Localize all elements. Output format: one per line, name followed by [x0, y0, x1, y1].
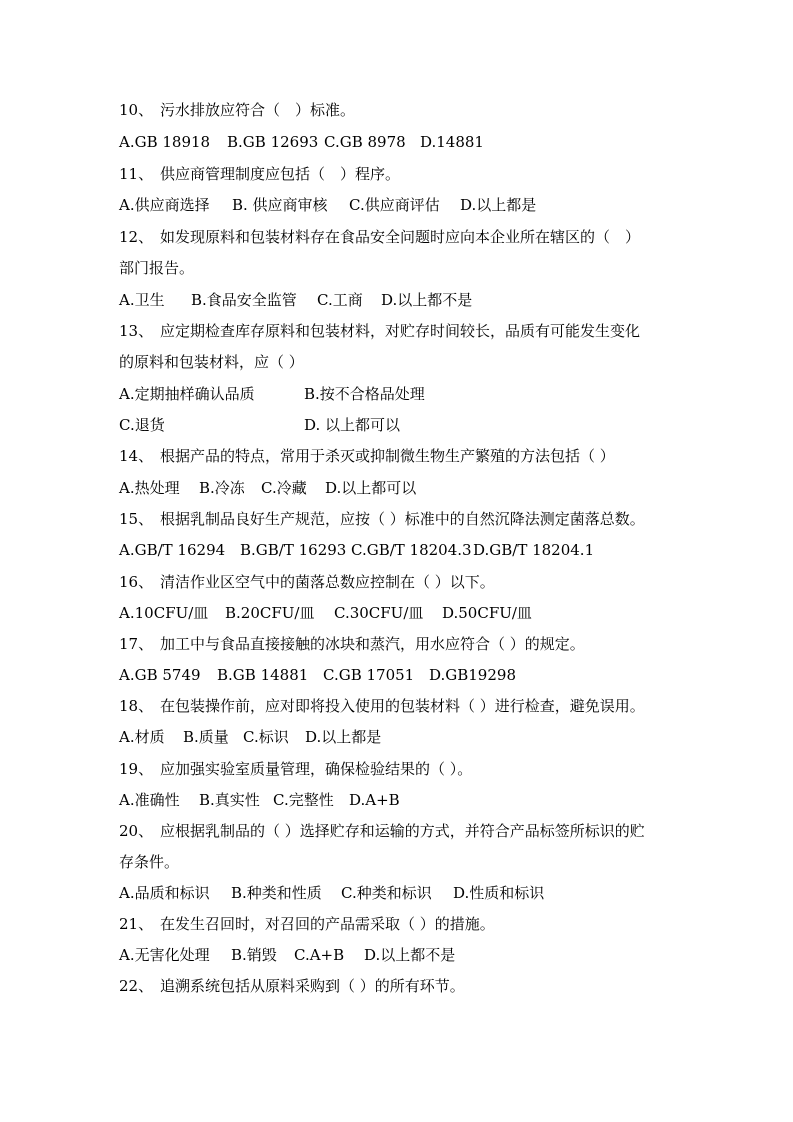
- question-text: 应根据乳制品的（ ）选择贮存和运输的方式，并符合产品标签所标识的贮: [160, 822, 645, 840]
- option-a: A.材质: [119, 728, 165, 746]
- option-d: D.以上都是: [305, 728, 382, 746]
- option-d: D.14881: [420, 133, 484, 151]
- question-text-continued: 的原料和包装材料，应（ ）: [119, 353, 304, 371]
- question-12-continued: [119, 258, 194, 278]
- option-a: A.供应商选择: [119, 196, 210, 214]
- option-c: C.供应商评估: [349, 196, 440, 214]
- option-d: D.性质和标识: [453, 884, 545, 902]
- option-d: D.GB/T 18204.1: [473, 541, 595, 559]
- option-c: C.冷藏: [261, 479, 307, 497]
- options-19: [119, 790, 400, 810]
- question-11: [119, 164, 400, 184]
- option-d: D.A+B: [349, 791, 400, 809]
- question-number: 10、: [119, 101, 154, 119]
- question-number: 12、: [119, 228, 154, 246]
- question-number: 19、: [119, 760, 154, 778]
- option-b: B. 供应商审核: [232, 196, 328, 214]
- question-number: 21、: [119, 915, 154, 933]
- option-b: B.质量: [183, 728, 229, 746]
- option-b: B.冷冻: [199, 479, 245, 497]
- option-c: C.退货: [119, 416, 165, 434]
- option-d: D.以上都不是: [381, 291, 473, 309]
- option-b: B.GB 14881: [217, 666, 309, 684]
- question-21: [119, 914, 495, 934]
- question-20-continued: [119, 852, 179, 872]
- options-16: [119, 603, 532, 623]
- question-text: 追溯系统包括从原料采购到（ ）的所有环节。: [160, 977, 465, 995]
- options-13-row1: [119, 384, 425, 404]
- question-text: 在发生召回时，对召回的产品需采取（ ）的措施。: [160, 915, 495, 933]
- option-a: A.GB 18918: [119, 133, 211, 151]
- options-14: [119, 478, 416, 498]
- option-c: C.GB/T 18204.3: [351, 541, 472, 559]
- options-15: [119, 540, 594, 560]
- question-text: 根据产品的特点，常用于杀灭或抑制微生物生产繁殖的方法包括（ ）: [160, 447, 615, 465]
- option-a: A.卫生: [119, 291, 165, 309]
- question-number: 22、: [119, 977, 154, 995]
- option-a: A.品质和标识: [119, 884, 210, 902]
- question-text: 加工中与食品直接接触的冰块和蒸汽，用水应符合（ ）的规定。: [160, 635, 585, 653]
- question-18: [119, 696, 645, 716]
- question-text: 根据乳制品良好生产规范，应按（ ）标准中的自然沉降法测定菌落总数。: [160, 510, 645, 528]
- option-c: C.GB 17051: [323, 666, 415, 684]
- question-20: [119, 821, 645, 841]
- question-13-continued: [119, 352, 304, 372]
- options-17: [119, 665, 516, 685]
- option-c: C.种类和标识: [341, 884, 432, 902]
- question-number: 17、: [119, 635, 154, 653]
- option-b: B.按不合格品处理: [304, 385, 425, 403]
- question-text: 如发现原料和包装材料存在食品安全问题时应向本企业所在辖区的（ ）: [160, 228, 641, 246]
- option-c: C.工商: [317, 291, 363, 309]
- option-c: C.30CFU/皿: [334, 604, 424, 622]
- option-d: D.以上都是: [460, 196, 537, 214]
- question-number: 13、: [119, 322, 154, 340]
- question-number: 20、: [119, 822, 154, 840]
- question-16: [119, 572, 495, 592]
- option-b: B.真实性: [199, 791, 260, 809]
- question-number: 11、: [119, 165, 154, 183]
- option-a: A.定期抽样确认品质: [119, 385, 255, 403]
- option-a: A.GB/T 16294: [119, 541, 226, 559]
- option-c: C.完整性: [273, 791, 334, 809]
- option-b: B.食品安全监管: [191, 291, 297, 309]
- question-text: 应加强实验室质量管理，确保检验结果的（ ）。: [160, 760, 473, 778]
- options-20: [119, 883, 544, 903]
- options-10: [119, 132, 484, 152]
- question-13: [119, 321, 640, 341]
- question-12: [119, 227, 640, 247]
- option-b: B.销毁: [231, 946, 277, 964]
- question-text: 在包装操作前，应对即将投入使用的包装材料（ ）进行检查，避免误用。: [160, 697, 645, 715]
- option-a: A.10CFU/皿: [119, 604, 209, 622]
- question-15: [119, 509, 645, 529]
- options-13-row2: [119, 415, 400, 435]
- option-b: B.种类和性质: [231, 884, 322, 902]
- question-number: 14、: [119, 447, 154, 465]
- option-b: B.20CFU/皿: [225, 604, 315, 622]
- option-c: C.GB 8978: [324, 133, 406, 151]
- question-22: [119, 976, 465, 996]
- question-10: [119, 100, 355, 120]
- question-14: [119, 446, 615, 466]
- question-text: 供应商管理制度应包括（ ）程序。: [160, 165, 401, 183]
- option-a: A.GB 5749: [119, 666, 201, 684]
- question-17: [119, 634, 585, 654]
- question-text-continued: 部门报告。: [119, 259, 195, 277]
- question-text: 清洁作业区空气中的菌落总数应控制在（ ）以下。: [160, 573, 495, 591]
- options-11: [119, 195, 536, 215]
- options-21: [119, 945, 455, 965]
- question-19: [119, 759, 472, 779]
- question-number: 16、: [119, 573, 154, 591]
- option-a: A.热处理: [119, 479, 180, 497]
- options-12: [119, 290, 472, 310]
- question-text: 污水排放应符合（ ）标准。: [160, 101, 356, 119]
- option-d: D.以上都不是: [364, 946, 456, 964]
- option-d: D.以上都可以: [325, 479, 417, 497]
- question-text-continued: 存条件。: [119, 853, 180, 871]
- option-c: C.标识: [243, 728, 289, 746]
- option-d: D. 以上都可以: [304, 416, 401, 434]
- option-c: C.A+B: [294, 946, 345, 964]
- question-number: 18、: [119, 697, 154, 715]
- question-number: 15、: [119, 510, 154, 528]
- options-18: [119, 727, 381, 747]
- option-b: B.GB 12693: [227, 133, 319, 151]
- question-text: 应定期检查库存原料和包装材料，对贮存时间较长，品质有可能发生变化: [160, 322, 641, 340]
- option-b: B.GB/T 16293: [240, 541, 347, 559]
- option-d: D.GB19298: [429, 666, 516, 684]
- option-a: A.准确性: [119, 791, 180, 809]
- option-a: A.无害化处理: [119, 946, 210, 964]
- option-d: D.50CFU/皿: [442, 604, 532, 622]
